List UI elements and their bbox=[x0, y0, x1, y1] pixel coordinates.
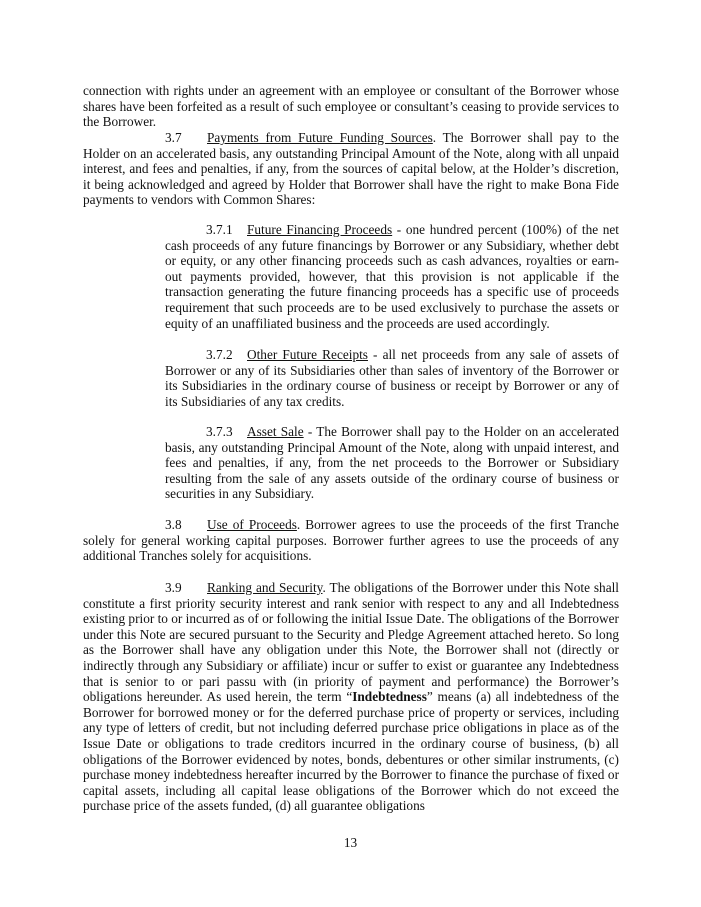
section-body-after-term: ” means (a) all indebtedness of the Borrower for borrowed money or for the deferred purchase price of property or services, including any type of letters of credit, but not including deferred purchase price obligations in place as of the Issue Date or obligations to trade creditors incurred in the ordinary course of business, (b) all obligations of the Borrower evidenced by notes, bonds, debentures or other similar instruments, (c) purchase money indebtedness hereafter incurred by the Borrower to finance the purchase of fixed or capital assets, including all capital lease obligations of the Borrower which do not exceed the purchase price of the assets funded, (d) all guarantee obligations bbox=[83, 689, 620, 814]
intro-text: connection with rights under an agreement with an employee or consultant of the Borrower whose shares have been forfeited as a result of such employee or consultant’s ceasing to provide services to the Borrower. bbox=[83, 83, 619, 130]
section-3-7 bbox=[83, 130, 619, 208]
section-3-7-1 bbox=[165, 222, 619, 331]
defined-term: Indebtedness bbox=[352, 689, 427, 705]
section-number: 3.7 bbox=[165, 130, 182, 145]
page-number: 13 bbox=[343, 835, 358, 850]
section-number: 3.7.3 bbox=[206, 424, 233, 439]
section-3-7-2 bbox=[165, 347, 619, 409]
section-body-before-term: . The obligations of the Borrower under this Note shall constitute a first priority security interest and rank senior with respect to any and all Indebtedness existing prior to or incurred as of or following the initial Issue Date. The obligations of the Borrower under this Note are secured pursuant to the Security and Pledge Agreement attached hereto. So long as the Borrower shall have any obligation under this Note, the Borrower shall not (directly or indirectly through any Subsidiary or affiliate) incur or suffer to exist or guarantee any Indebtedness that is senior to or pari passu with (in priority of payment and performance) the Borrower’s obligations hereunder. As used herein, the term “ bbox=[83, 580, 620, 705]
section-number: 3.7.2 bbox=[206, 347, 233, 362]
section-title: Future Financing Proceeds bbox=[247, 222, 393, 237]
section-body: . The Borrower shall pay to the Holder on an accelerated basis, any outstanding Principal Amount of the Note, along with all unpaid interest, and fees and penalties, if any, from the sources of capital below, at the Holder’s discretion, it being acknowledged and agreed by Holder that Borrower shall have the right to make Bona Fide payments to vendors with Common Shares: bbox=[83, 130, 619, 208]
section-number: 3.9 bbox=[165, 580, 182, 595]
section-body: . Borrower agrees to use the proceeds of the first Tranche solely for general working capital purposes. Borrower further agrees to use the proceeds of any additional Tranches solely for acquisitions. bbox=[83, 517, 619, 564]
section-body: - The Borrower shall pay to the Holder on an accelerated basis, any outstanding Principal Amount of the Note, along with unpaid interest, and fees and penalties, if any, from the net proceeds to the Borrower or Subsidiary resulting from the sale of any assets outside of the ordinary course of business or securities in any Subsidiary. bbox=[165, 424, 619, 502]
section-number: 3.7.1 bbox=[206, 222, 233, 237]
section-title: Asset Sale bbox=[247, 424, 304, 439]
section-3-9 bbox=[83, 580, 619, 814]
section-title: Other Future Receipts bbox=[247, 347, 368, 362]
section-title: Payments from Future Funding Sources bbox=[207, 130, 433, 145]
section-body: - one hundred percent (100%) of the net cash proceeds of any future financings by Borrower or any Subsidiary, whether debt or equity, or any other financing proceeds such as cash advances, royalties or earn-out payments provided, however, that this provision is not applicable if the transaction generating the future financing proceeds has a specific use of proceeds requirement that such proceeds are to be used exclusively to purchase the assets or equity of an unaffiliated business and the proceeds are used accordingly. bbox=[165, 222, 619, 331]
section-body: - all net proceeds from any sale of assets of Borrower or any of its Subsidiaries other than sales of inventory of the Borrower or its Subsidiaries in the ordinary course of business or receipt by Borrower or any of its Subsidiaries of any tax credits. bbox=[165, 347, 619, 409]
intro-paragraph bbox=[83, 83, 619, 130]
section-title: Ranking and Security bbox=[207, 580, 323, 595]
section-title: Use of Proceeds bbox=[207, 517, 297, 532]
section-3-7-3 bbox=[165, 424, 619, 502]
section-number: 3.8 bbox=[165, 517, 182, 532]
section-3-8 bbox=[83, 517, 619, 564]
